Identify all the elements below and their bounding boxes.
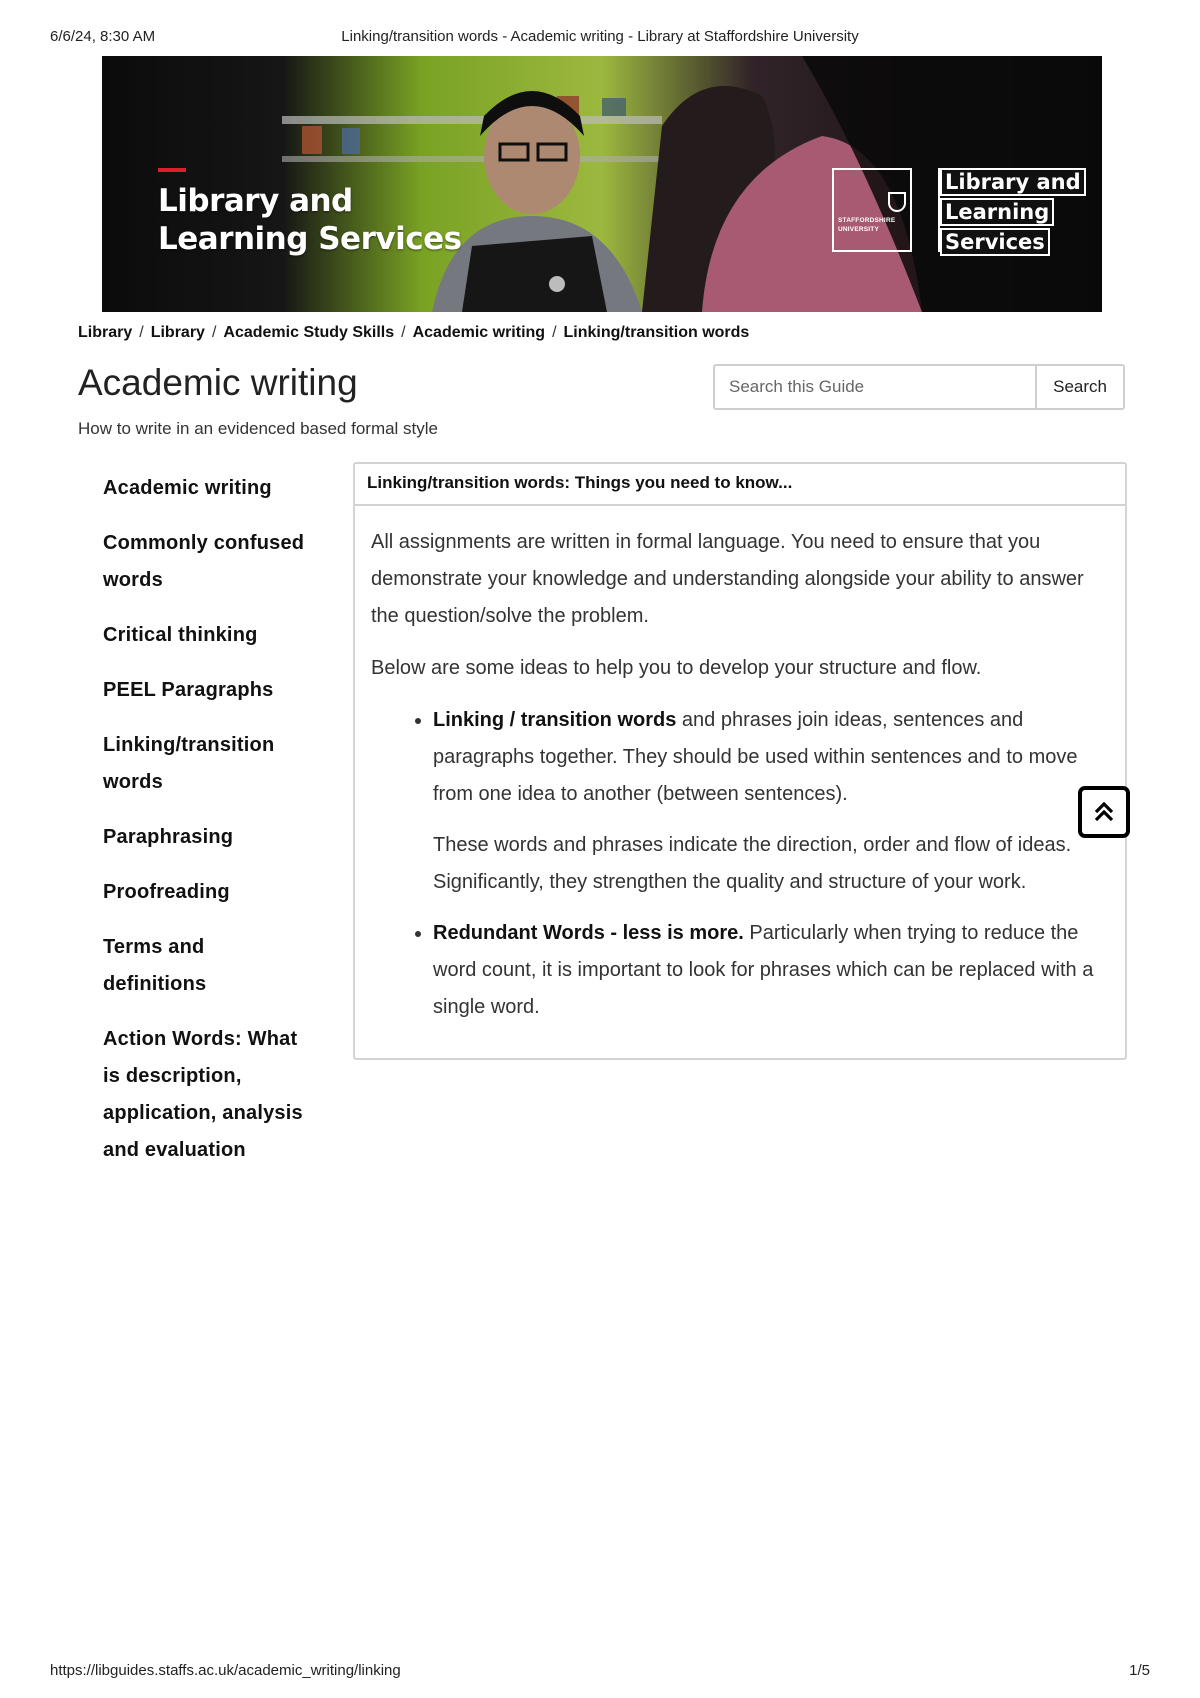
sidenav-item-critical-thinking[interactable]: Critical thinking xyxy=(103,624,258,646)
print-header xyxy=(50,28,1150,48)
sidenav-item-paraphrasing[interactable]: Paraphrasing xyxy=(103,826,234,848)
sidenav-item-proofreading[interactable]: Proofreading xyxy=(103,881,230,903)
content-panel xyxy=(353,462,1127,1060)
print-page-number: 1/5 xyxy=(1129,1662,1150,1679)
redundant-words-description: Particularly when trying to reduce the word count, it is important to look for phrases which can be replaced with a single word. xyxy=(433,922,1094,1018)
sidenav-item-linking-transition-words[interactable]: Linking/transition words xyxy=(103,734,275,793)
print-page-title: Linking/transition words - Academic writing - Library at Staffordshire University xyxy=(341,28,859,45)
double-chevron-up-icon xyxy=(1091,799,1117,825)
banner-title: Library and Learning Services xyxy=(158,183,462,257)
breadcrumb-study-skills[interactable]: Academic Study Skills xyxy=(223,324,395,341)
banner-accent-dash xyxy=(158,168,186,172)
guide-side-nav xyxy=(103,470,313,1187)
breadcrumb xyxy=(78,324,749,342)
breadcrumb-current: Linking/transition words xyxy=(563,324,750,341)
header-banner xyxy=(102,56,1102,312)
content-panel-body xyxy=(355,506,1125,1026)
print-datetime: 6/6/24, 8:30 AM xyxy=(50,28,156,45)
sidenav-item-commonly-confused-words[interactable]: Commonly confused words xyxy=(103,532,305,591)
redundant-words-term: Redundant Words - less is more. xyxy=(433,922,744,944)
breadcrumb-separator: / xyxy=(401,324,406,341)
linking-words-detail: These words and phrases indicate the direction, order and flow of ideas. Significantly, they strengthen the quality and structure of your work. xyxy=(433,834,1072,893)
print-url: https://libguides.staffs.ac.uk/academic_writing/linking xyxy=(50,1662,401,1679)
back-to-top-button[interactable] xyxy=(1078,786,1130,838)
library-logo-text: Library and Learning Services xyxy=(940,168,1086,258)
linking-words-term: Linking / transition words xyxy=(433,709,677,731)
page-subtitle: How to write in an evidenced based formal style xyxy=(78,419,439,438)
logo-university-name: STAFFORDSHIRE UNIVERSITY xyxy=(838,217,896,233)
breadcrumb-separator: / xyxy=(552,324,557,341)
shield-icon xyxy=(888,192,906,212)
search-button[interactable]: Search xyxy=(1035,366,1123,408)
content-panel-heading: Linking/transition words: Things you need to know... xyxy=(355,464,1125,506)
breadcrumb-library-root[interactable]: Library xyxy=(78,324,133,341)
tips-list xyxy=(371,702,1109,1026)
breadcrumb-separator: / xyxy=(211,324,217,341)
intro-paragraph: All assignments are written in formal language. You need to ensure that you demonstrate your knowledge and understanding alongside your ability to answer the question/solve the problem. xyxy=(371,531,1084,627)
linking-words-description: and phrases join ideas, sentences and paragraphs together. They should be used within sentences and to move from one idea to another (between sentences). xyxy=(433,709,1078,805)
breadcrumb-academic-writing[interactable]: Academic writing xyxy=(412,324,546,341)
university-crest-logo xyxy=(832,168,912,252)
sidenav-item-terms-and-definitions[interactable]: Terms and definitions xyxy=(103,936,207,995)
page-title: Academic writing xyxy=(78,362,358,403)
sidenav-item-academic-writing[interactable]: Academic writing xyxy=(103,477,272,499)
guide-search-form xyxy=(713,364,1125,410)
breadcrumb-library[interactable]: Library xyxy=(150,324,205,341)
list-item-redundant-words xyxy=(433,915,1109,1026)
sidenav-item-peel-paragraphs[interactable]: PEEL Paragraphs xyxy=(103,679,274,701)
breadcrumb-separator: / xyxy=(139,324,144,341)
search-input[interactable] xyxy=(715,366,1035,408)
structure-paragraph: Below are some ideas to help you to develop your structure and flow. xyxy=(371,657,982,679)
list-item-linking-words xyxy=(433,702,1109,901)
sidenav-item-action-words[interactable]: Action Words: What is description, application, analysis and evaluation xyxy=(103,1028,303,1161)
